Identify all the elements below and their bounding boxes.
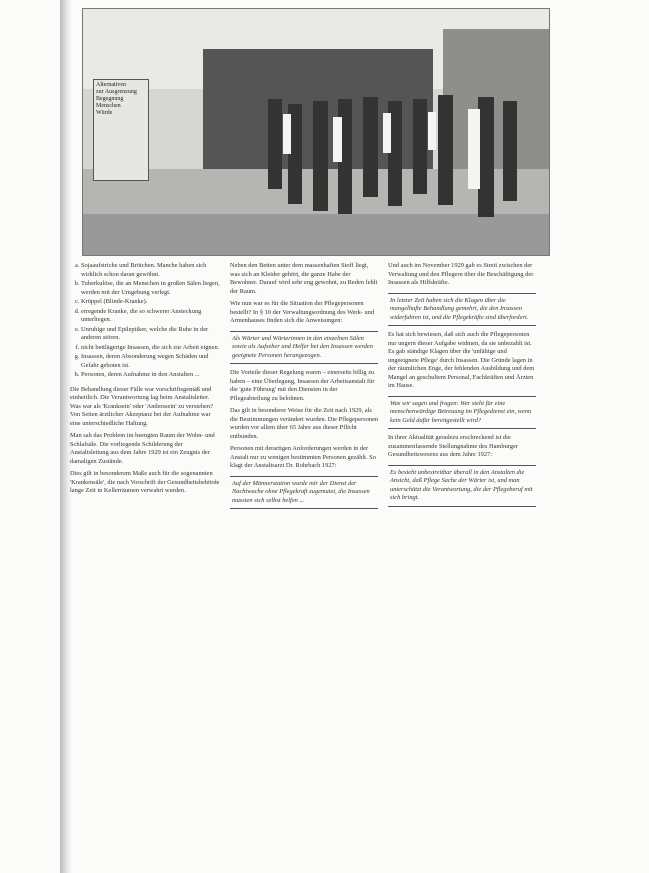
quote-box: Es besteht unbestreitbar überall in den Anstalten die Ansicht, daß Pflege Sache der Wärter ist, und man unterschätzt die Verantwortung, die der Pflegeberuf mit sich bringt. (388, 465, 536, 507)
column-1 (70, 262, 220, 500)
quote-box: Auf der Männerstation wurde mir der Dienst der Nachtwache ohne Pflegekraft zugemutet, die Insassen mussten sich selbst helfen ... (230, 476, 378, 510)
list-item: g. Insassen, deren Absonderung wegen Schäden und Gefahr geboten ist. (81, 353, 220, 370)
list-item: b. Tuberkulöse, die an Menschen in großen Sälen liegen, werden mit der Umgebung verlegt. (81, 280, 220, 297)
quote-box: In letzter Zeit haben sich die Klagen über die mangelhafte Behandlung gemehrt, die den Insassen widerfahren ist, und die Pflegekräfte sind überfordert. (388, 293, 536, 327)
poster-sign (93, 79, 149, 181)
sign-line: Begegnung (96, 96, 124, 102)
column-2 (230, 262, 378, 514)
photo-graphic (83, 9, 549, 255)
category-list (70, 262, 220, 380)
news-photo (82, 8, 550, 256)
paragraph: Und auch im November 1929 gab es Streit zwischen der Verwaltung und den Pflegern über die Beschäftigung der Insassen als Hilfskräfte. (388, 262, 534, 286)
list-item: f. nicht bettlägerige Insassen, die sich zur Arbeit eignen. (81, 344, 220, 353)
list-item: h. Personen, deren Aufnahme in den Anstalten ... (81, 371, 220, 380)
sign-line: zur Ausgrenzung (96, 89, 137, 95)
paragraph: Neben den Betten unter dem massenhaften Stoff liegt, was sich an Kleider gehört, die ganze Habe der Bewohner. Darauf wird sehr eng gewohnt, zu Reden fehlt der Raum. (230, 262, 378, 295)
sign-line: Menschen (96, 103, 121, 109)
list-item: a. Sojaaufstriche und Brötchen. Manche haben sich wirklich schon daran gewöhnt. (81, 262, 220, 279)
paragraph: Wie nun war es für die Situation der Pflegepersonen bestellt? In § 10 der Verwaltungsordnung des Werk- und Armenhauses finden sich die Anweisungen: (230, 300, 375, 324)
paragraph: Die Vorteile dieser Regelung waren – einerseits billig zu haben – eine Überlegung, Insassen der Arbeitsanstalt für die 'gute Führung' mit den Diensten in der Pflegeabteilung zu belohnen. (230, 369, 375, 402)
sign-line: Alternativen (96, 82, 126, 88)
quote-box: Was wir sagen und fragen: Wer steht für eine menschenwürdige Betreuung im Pflegedienst ein, wenn kein Geld dafür bereitgestellt wird? (388, 396, 536, 430)
paragraph: In ihrer Aktualität geradezu erschreckend ist die zusammenfassende Stellungnahme des Hamburger Gesundheitswesens aus dem Jahre 1927: (388, 434, 518, 458)
list-item: e. Unruhige und Epileptiker, welche die Ruhe in der anderen stören. (81, 326, 220, 343)
paragraph: Dies gilt in besonderem Maße auch für die sogenannten 'Krankensäle', die nach Vorschrift der Gesundheitsbehörde lange Zeit in Kellerräumen verwahrt wurden. (70, 470, 220, 494)
paragraph: Personen mit derartigen Anforderungen werden in der Anstalt nur zu wenigen bestimmten Personen gezählt. So klagt der Anstaltsarzt Dr. Rohrbach 1927: (230, 445, 376, 469)
paragraph: Es hat sich bewiesen, daß sich auch die Pflegepersonen nur ungern dieser Aufgabe widmen, da sie unbezahlt ist. Es gab ständige Klagen über die 'unfähige und ungeeignete Pflege' durch Insassen. Die Gründe lagen in der räumlichen Enge, der fehlenden Ausbildung und dem Mangel an geschultem Personal, Fachkräften und Ärzten im Hause. (388, 331, 535, 389)
list-item: c. Krüppel (Blinde-Kranke). (81, 298, 220, 307)
paragraph: Man sah das Problem im beengten Raum der Wohn- und Schlafsäle. Die vorliegende Schilderung der Anstaltsleitung aus dem Jahre 1929 ist ein Zeugnis der damaligen Zustände. (70, 432, 215, 465)
sign-line: Würde (96, 110, 113, 116)
paragraph: Die Behandlung dieser Fälle war vorschriftsgemäß und einheitlich. Die Verantwortung lag beim Anstaltsleiter. Was war als 'Kranksein' oder 'Anderssein' zu verstehen? Von Seiten ärztlicher Akzeptanz bei der Aufnahme war eine unterschiedliche Haltung. (70, 385, 214, 427)
paragraph: Das gilt in besonderer Weise für die Zeit nach 1929, als die Bestimmungen verändert wurden. Die Pflegepersonen wurden vor allem über 65 Jahre aus dieser Pflicht entbunden. (230, 407, 379, 440)
quote-box: Als Wärter und Wärterinnen in den einzelnen Sälen sowie als Aufseher und Helfer bei den Insassen werden geeignete Personen herangezogen. (230, 331, 378, 365)
list-item: d. erregende Kranke, die so schwerer Ansteckung unterliegen. (81, 308, 220, 325)
column-3 (388, 262, 536, 512)
